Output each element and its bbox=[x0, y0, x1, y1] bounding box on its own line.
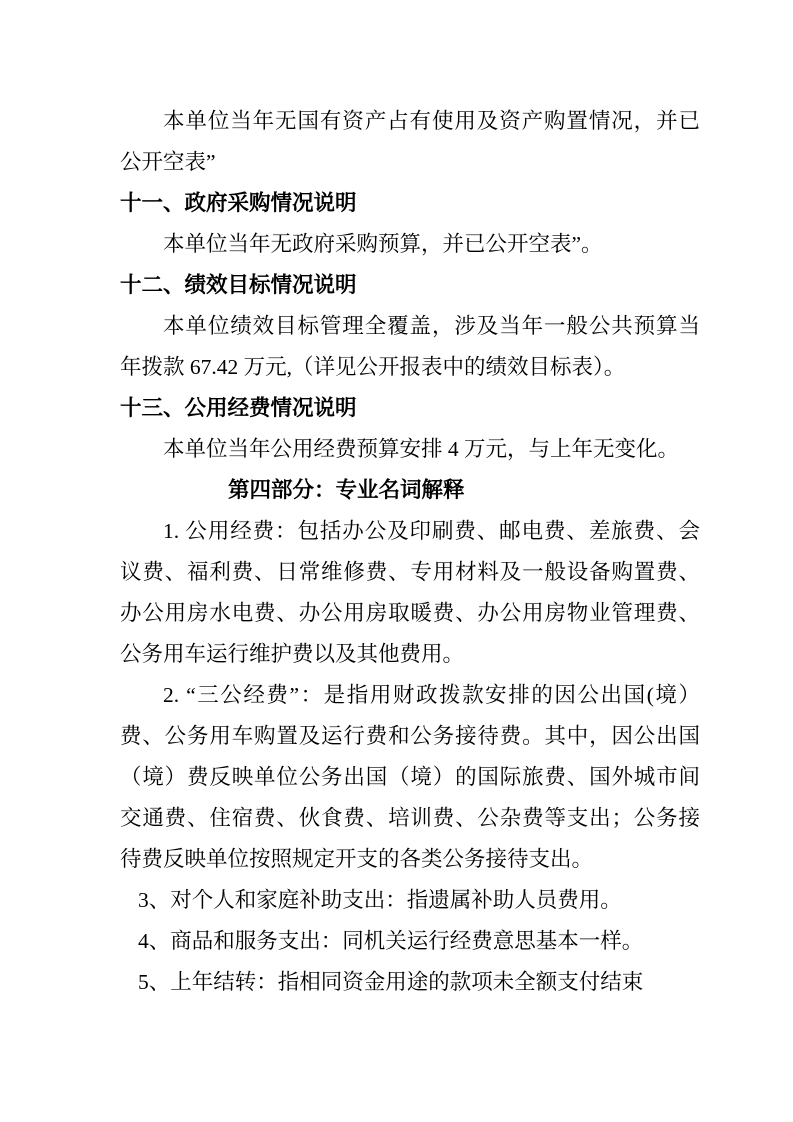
term-5-carryover: 5、上年结转：指相同资金用途的款项未全额支付结束 bbox=[138, 970, 644, 994]
paragraph-procurement-note: 本单位当年无政府采购预算，并已公开空表”。 bbox=[163, 232, 603, 256]
term-4-goods-and-services: 4、商品和服务支出：同机关运行经费意思基本一样。 bbox=[138, 929, 644, 953]
paragraph-performance-note: 本单位绩效目标管理全覆盖，涉及当年一般公共预算当年拨款 67.42 万元,（详见公开报表中的绩效目标表）。 bbox=[120, 314, 700, 379]
heading-part-4-glossary: 第四部分：专业名词解释 bbox=[228, 478, 465, 502]
paragraph-state-assets-note: 本单位当年无国有资产占有使用及资产购置情况，并已公开空表” bbox=[120, 109, 700, 174]
heading-section-13-public-funds: 十三、公用经费情况说明 bbox=[120, 396, 357, 420]
document-text-block bbox=[120, 101, 700, 1003]
term-1-public-funds: 1. 公用经费：包括办公及印刷费、邮电费、差旅费、会议费、福利费、日常维修费、专用材料及一般设备购置费、办公用房水电费、办公用房取暖费、办公用房物业管理费、公务用车运行维护费以及其他费用。 bbox=[120, 519, 700, 666]
term-3-individual-family-subsidy: 3、对个人和家庭补助支出：指遗属补助人员费用。 bbox=[138, 888, 622, 912]
heading-section-12-performance: 十二、绩效目标情况说明 bbox=[120, 273, 357, 297]
term-2-three-public-expenses: 2. “三公经费”：是指用财政拨款安排的因公出国(境）费、公务用车购置及运行费和公务接待费。其中，因公出国（境）费反映单位公务出国（境）的国际旅费、国外城市间交通费、住宿费、伙食费、培训费、公杂费等支出；公务接待费反映单位按照规定开支的各类公务接待支出。 bbox=[120, 683, 700, 871]
paragraph-public-funds-note: 本单位当年公用经费预算安排 4 万元，与上年无变化。 bbox=[163, 437, 680, 461]
heading-section-11-procurement: 十一、政府采购情况说明 bbox=[120, 191, 357, 215]
